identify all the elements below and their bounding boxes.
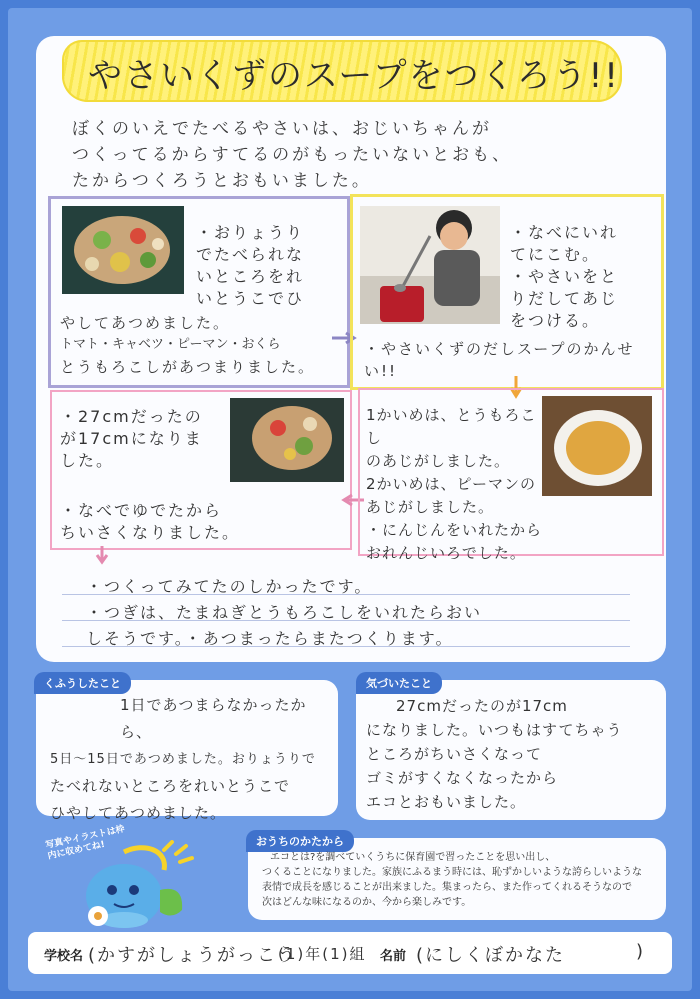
summary-line: ・つくってみてたのしかったです。: [86, 577, 373, 596]
step4-line: のあじがしました。: [366, 452, 511, 470]
kizuki-line: 27cmだったのが17cm: [396, 697, 568, 715]
kizuki-line: エコとおもいました。: [366, 793, 527, 811]
intro-line: つくってるからすてるのがもったいないとおも、: [72, 145, 513, 165]
summary-line: ・つぎは、たまねぎとうもろこしをいれたらおい: [86, 603, 483, 622]
step3-line: ・なべでゆでたから: [60, 501, 223, 520]
family-line: 次はどんな味になるのか、今から楽しみです。: [262, 897, 472, 908]
family-label: おうちのかたから: [246, 830, 354, 852]
title-banner: [62, 40, 622, 102]
step1-line: ・おりょうり: [196, 223, 305, 242]
step3-text: [60, 406, 228, 472]
step4-line: 2かいめは、ピーマンの: [366, 475, 536, 493]
family-text: [262, 850, 662, 910]
step4-text: [366, 404, 546, 565]
page-title: やさいくずのスープをつくろう!!: [88, 56, 620, 96]
footer-bar: [28, 932, 672, 974]
grade-value: (1)年(1)組: [278, 945, 367, 963]
mascot-note: 写真やイラストは枠内に収めてね!: [44, 824, 126, 862]
vegetable-scraps-photo: [62, 206, 184, 294]
kizuki-line: になりました。いつもはすてちゃう: [366, 721, 623, 739]
kizuki-label: 気づいたこと: [356, 672, 442, 694]
name-label: 名前: [380, 949, 407, 964]
intro-line: ぼくのいえでたべるやさいは、おじいちゃんが: [72, 119, 492, 139]
kufu-label: くふうしたこと: [34, 672, 131, 694]
soup-bowl-image: [542, 396, 652, 496]
step1-line: やしてあつめました。: [60, 314, 231, 332]
mascot-illustration: [64, 840, 214, 930]
family-line: 表情で成長を感じることが出来ました。集まったら、また作ってくれるそうなので: [262, 882, 632, 893]
step2-text: [510, 222, 658, 332]
kufu-text: [50, 692, 334, 827]
step3-line: ・27cmだったの: [60, 407, 203, 426]
step2-line: をつける。: [510, 311, 601, 330]
step2-line: てにこむ。: [510, 245, 601, 264]
name-value: (にしくぼかなた: [416, 945, 566, 966]
intro-text: [72, 116, 632, 194]
mascot-character-icon: [64, 840, 214, 930]
step1-line: トマト・キャベツ・ピーマン・おくら: [60, 337, 281, 352]
step2-line: りだしてあじ: [510, 289, 619, 308]
kizuki-line: ところがちいさくなって: [366, 745, 543, 763]
step3-line: が17cmになりま: [60, 429, 203, 448]
step3-bottom: [60, 500, 342, 544]
step1-bottom: [60, 312, 342, 378]
soup-photo: [542, 396, 652, 496]
step4-line: 1かいめは、とうもろこし: [366, 406, 537, 447]
intro-line: たからつくろうとおもいました。: [72, 171, 372, 191]
school-label: 学校名: [44, 949, 84, 964]
step2-line: ・なべにいれ: [510, 223, 619, 242]
step1-line: いところをれ: [196, 267, 305, 286]
cooking-photo: [360, 206, 500, 324]
step3-line: した。: [60, 451, 115, 470]
boiled-scraps-photo: [230, 398, 344, 482]
arrow-down-small-icon: [94, 544, 110, 566]
vegetable-scraps-image: [62, 206, 184, 294]
family-line: エコとは?を調べていくうちに保育園で習ったことを思い出し、: [270, 852, 556, 863]
kufu-line: 1日であつまらなかったから、: [120, 696, 307, 741]
name-close-paren: ): [636, 941, 646, 962]
kufu-line: 5日〜15日であつめました。おりょうりで: [50, 752, 316, 767]
step3-line: ちいさくなりました。: [60, 523, 241, 542]
school-value: (かすがしょうがっこう: [88, 945, 298, 966]
family-line: つくることになりました。家族にふるまう時には、恥ずかしいような誇らしいような: [262, 867, 642, 878]
boy-cooking-image: [360, 206, 500, 324]
kufu-line: たべれないところをれいとうこで: [50, 777, 291, 795]
boiled-scraps-image: [230, 398, 344, 482]
step2-line: ・やさいをと: [510, 267, 619, 286]
kufu-line: ひやしてあつめました。: [50, 804, 227, 822]
step4-line: ・にんじんをいれたから: [366, 521, 543, 539]
step1-text: [196, 222, 342, 310]
summary-line: しそうです。・あつまったらまたつくります。: [86, 629, 454, 648]
step4-line: おれんじいろでした。: [366, 544, 526, 562]
kizuki-text: [366, 694, 662, 814]
step1-line: でたべられな: [196, 245, 305, 264]
step4-line: あじがしました。: [366, 498, 495, 516]
kizuki-line: ゴミがすくなくなったから: [366, 769, 559, 787]
step1-line: とうもろこしがあつまりました。: [60, 358, 316, 376]
step1-line: いとうこでひ: [196, 289, 305, 308]
step2-bottom: ・やさいくずのだしスープのかんせい!!: [364, 340, 635, 380]
